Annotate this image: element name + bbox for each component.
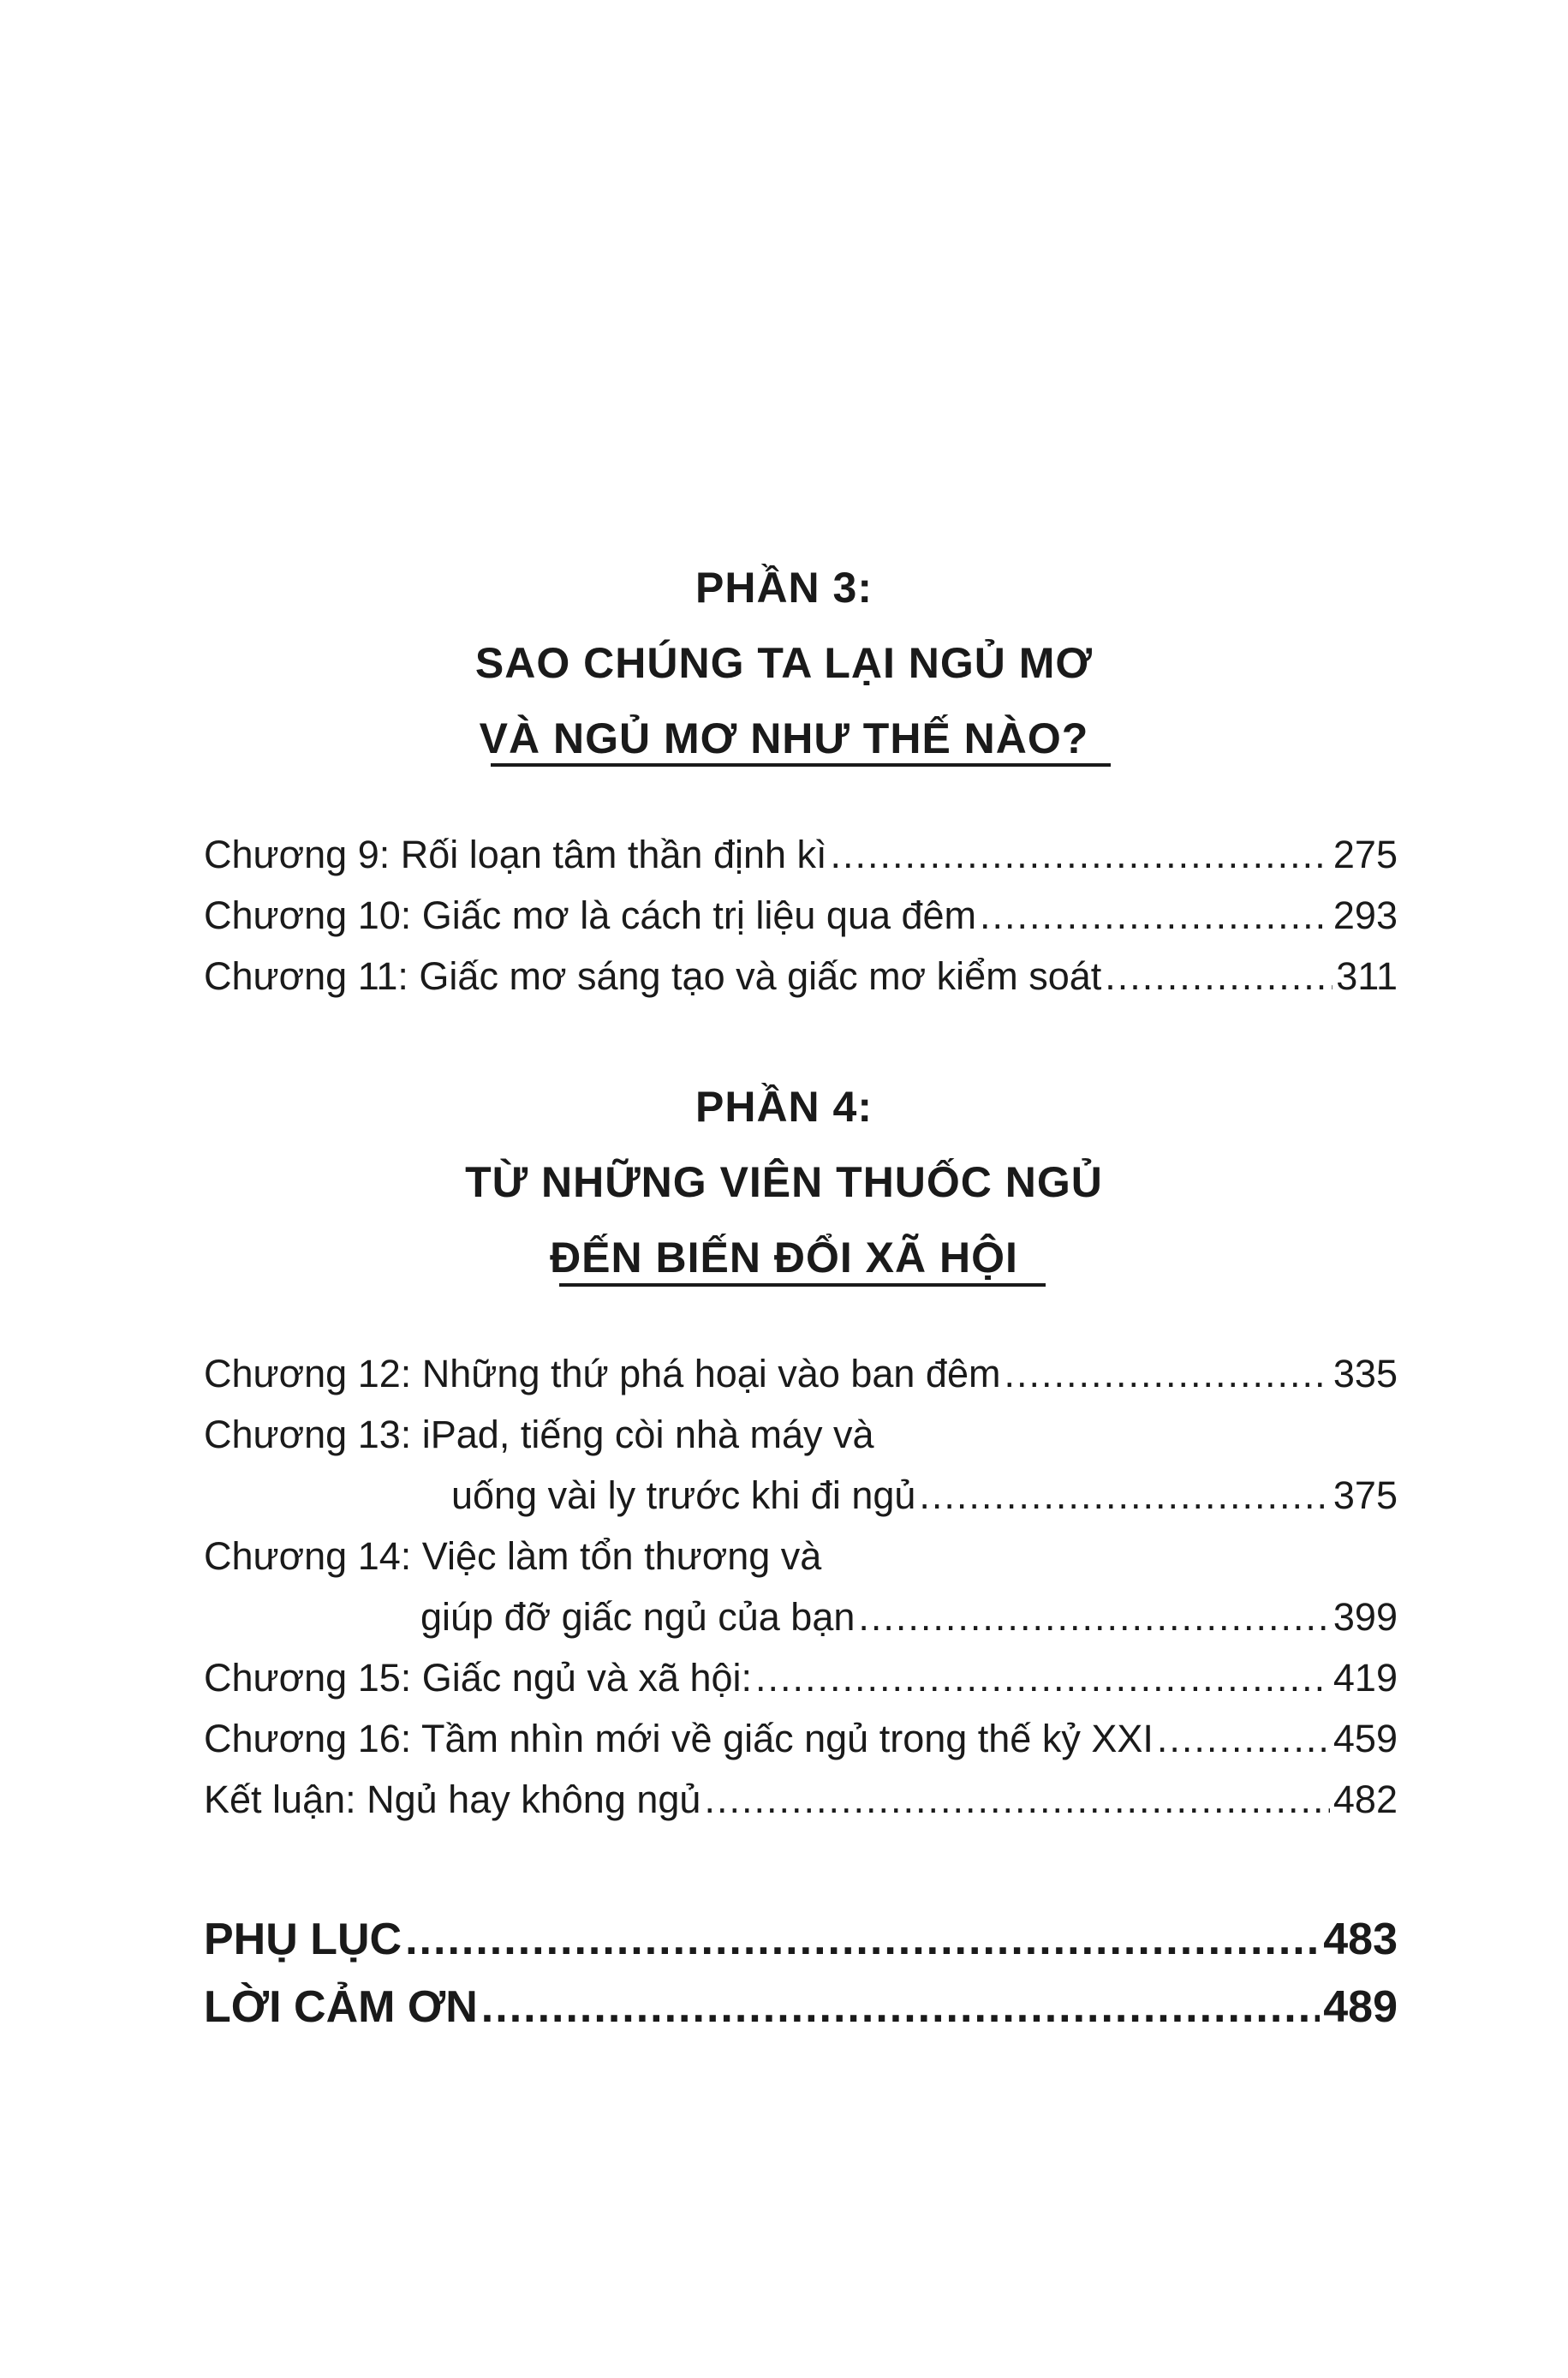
- toc-dot-leader: [919, 1465, 1330, 1527]
- toc-entry-label: Chương 9: Rối loạn tâm thần định kì: [204, 833, 827, 876]
- toc-entry-label: PHỤ LỤC: [204, 1915, 402, 1964]
- toc-entry-page: 311: [1336, 954, 1398, 998]
- toc-entry-label: giúp đỡ giấc ngủ của bạn: [420, 1595, 856, 1639]
- toc-entry-chapter-13-line1[interactable]: Chương 13: iPad, tiếng còi nhà máy và: [204, 1413, 874, 1456]
- part3-title-line1: PHẦN 3:: [695, 564, 873, 612]
- toc-entry-acknowledgements[interactable]: [204, 1973, 1398, 2041]
- toc-entry-page: 335: [1333, 1352, 1398, 1395]
- part3-heading-underline: [491, 763, 1111, 767]
- toc-dot-leader: [980, 885, 1330, 947]
- part3-heading: [0, 550, 1568, 776]
- toc-entry-label: Chương 10: Giấc mơ là cách trị liệu qua đêm: [204, 893, 977, 937]
- toc-entry-label: Chương 11: Giấc mơ sáng tạo và giấc mơ kiểm soát: [204, 954, 1102, 998]
- toc-dot-leader: [405, 1905, 1320, 1974]
- toc-entry-chapter-10[interactable]: [204, 885, 1398, 947]
- toc-dot-leader: [1105, 946, 1333, 1007]
- toc-entry-chapter-14-line1[interactable]: Chương 14: Việc làm tổn thương và: [204, 1534, 822, 1578]
- toc-entry-page: 482: [1333, 1778, 1398, 1821]
- toc-entry-chapter-9[interactable]: [204, 824, 1398, 886]
- toc-dot-leader: [831, 824, 1330, 886]
- toc-entry-appendix[interactable]: [204, 1905, 1398, 1974]
- toc-entry-label: uống vài ly trước khi đi ngủ: [451, 1473, 916, 1517]
- toc-entry-conclusion[interactable]: [204, 1769, 1398, 1831]
- toc-entry-chapter-15[interactable]: [204, 1647, 1398, 1709]
- part4-title-line3: ĐẾN BIẾN ĐỔI XÃ HỘI: [550, 1234, 1018, 1282]
- toc-entry-chapter-16[interactable]: [204, 1708, 1398, 1770]
- toc-entry-page: 375: [1333, 1473, 1398, 1517]
- toc-entry-chapter-14[interactable]: [420, 1586, 1398, 1648]
- toc-entry-label: Chương 15: Giấc ngủ và xã hội:: [204, 1656, 752, 1700]
- toc-entry-label: Kết luận: Ngủ hay không ngủ: [204, 1778, 701, 1821]
- toc-entry-label: LỜI CẢM ƠN: [204, 1982, 478, 2032]
- toc-entry-page: 275: [1333, 833, 1398, 876]
- part3-title-line2: SAO CHÚNG TA LẠI NGỦ MƠ: [474, 639, 1094, 687]
- toc-entry-page: 399: [1333, 1595, 1398, 1639]
- toc-entry-page: 483: [1323, 1915, 1398, 1964]
- part3-title-line3: VÀ NGỦ MƠ NHƯ THẾ NÀO?: [479, 714, 1089, 762]
- toc-entry-chapter-12[interactable]: [204, 1343, 1398, 1405]
- toc-entry-label: Chương 12: Những thứ phá hoại vào ban đêm: [204, 1352, 1001, 1395]
- toc-entry-chapter-13[interactable]: [451, 1465, 1398, 1527]
- part4-heading: [0, 1069, 1568, 1295]
- toc-dot-leader: [858, 1586, 1330, 1648]
- toc-dot-leader: [755, 1647, 1330, 1709]
- toc-entry-page: 459: [1333, 1717, 1398, 1760]
- part4-title-line1: PHẦN 4:: [695, 1083, 873, 1131]
- toc-entry-label: Chương 16: Tầm nhìn mới về giấc ngủ trong thế kỷ XXI: [204, 1717, 1154, 1760]
- toc-dot-leader: [481, 1973, 1320, 2041]
- toc-entry-page: 419: [1333, 1656, 1398, 1700]
- toc-dot-leader: [1157, 1708, 1330, 1770]
- toc-entry-page: 489: [1323, 1982, 1398, 2032]
- part4-title-line2: TỪ NHỮNG VIÊN THUỐC NGỦ: [465, 1158, 1103, 1206]
- toc-dot-leader: [704, 1769, 1329, 1831]
- toc-entry-page: 293: [1333, 893, 1398, 937]
- toc-entry-chapter-11[interactable]: [204, 946, 1398, 1007]
- toc-dot-leader: [1004, 1343, 1329, 1405]
- part4-heading-underline: [559, 1283, 1046, 1287]
